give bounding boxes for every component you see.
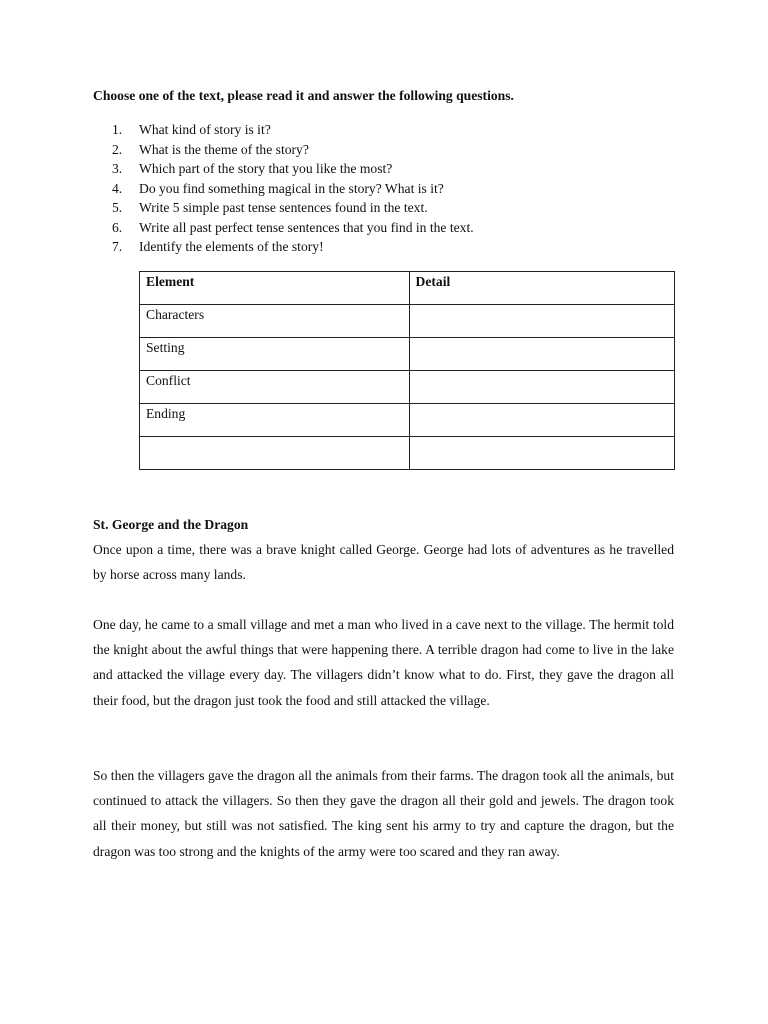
question-item: [112, 159, 474, 179]
question-item: [112, 218, 474, 238]
question-item: [112, 237, 474, 257]
instruction-heading: Choose one of the text, please read it and answer the following questions.: [93, 88, 514, 103]
element-cell: Setting: [140, 338, 410, 371]
question-number: 2.: [112, 141, 123, 157]
table-row: [140, 305, 675, 338]
detail-cell: [409, 371, 674, 404]
table-row: [140, 338, 675, 371]
question-item: [112, 120, 474, 140]
table-header-row: [140, 272, 675, 305]
question-text: What kind of story is it?: [139, 122, 271, 137]
question-text: Do you find something magical in the story? What is it?: [139, 180, 444, 196]
element-cell: Characters: [140, 305, 410, 338]
question-text: Which part of the story that you like the most?: [139, 161, 393, 176]
question-list: [112, 120, 474, 257]
question-text: Write 5 simple past tense sentences found in the text.: [139, 200, 428, 215]
question-number: 3.: [112, 161, 123, 176]
element-cell: [140, 437, 410, 470]
detail-cell: [409, 305, 674, 338]
story-elements-table: [139, 271, 675, 470]
question-number: 6.: [112, 219, 123, 235]
question-number: 1.: [112, 122, 123, 137]
element-cell: Conflict: [140, 371, 410, 404]
element-cell: Ending: [140, 404, 410, 437]
question-text: Identify the elements of the story!: [139, 239, 324, 254]
story-paragraph: So then the villagers gave the dragon all the animals from their farms. The dragon took all the animals, but continued to attack the villagers. So then they gave the dragon all their gold and jewels. The dragon took all their money, but still was not satisfied. The king sent his army to try and capture the dragon, but the dragon was too strong and the knights of the army were too scared and they ran away.: [93, 768, 674, 859]
question-item: [112, 179, 474, 199]
table-row: [140, 404, 675, 437]
question-number: 4.: [112, 180, 123, 196]
story-title: St. George and the Dragon: [93, 517, 249, 532]
question-item: [112, 198, 474, 218]
table-row: [140, 371, 675, 404]
detail-cell: [409, 404, 674, 437]
question-number: 5.: [112, 200, 123, 215]
story-paragraph: One day, he came to a small village and met a man who lived in a cave next to the village. The hermit told the knight about the awful things that were happening there. A terrible dragon had come to live in the lake and attacked the village every day. The villagers didn’t know what to do. First, they gave the dragon all their food, but the dragon just took the food and still attacked the village.: [93, 617, 674, 708]
question-item: [112, 140, 474, 160]
detail-cell: [409, 437, 674, 470]
table-row: [140, 437, 675, 470]
question-text: Write all past perfect tense sentences that you find in the text.: [139, 219, 474, 235]
header-element: Element: [140, 272, 410, 305]
question-number: 7.: [112, 239, 123, 254]
story-paragraph: Once upon a time, there was a brave knight called George. George had lots of adventures as he travelled by horse across many lands.: [93, 542, 674, 583]
question-text: What is the theme of the story?: [139, 141, 309, 157]
header-detail: Detail: [409, 272, 674, 305]
detail-cell: [409, 338, 674, 371]
